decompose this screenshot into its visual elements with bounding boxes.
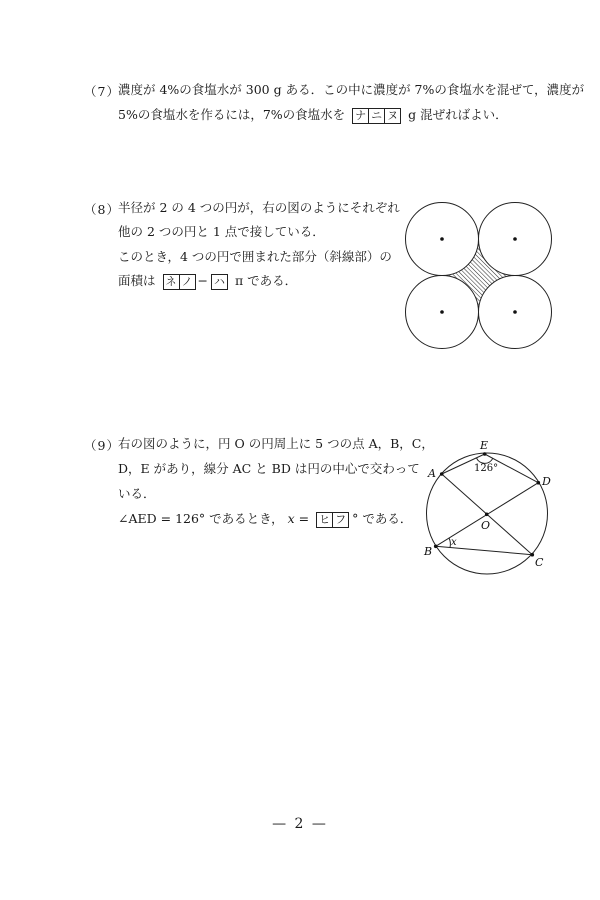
problem-text-line — [118, 107, 508, 124]
problem-text-line: 半径が 2 の 4 つの円が，右の図のようにそれぞれ — [118, 200, 400, 215]
problem-text-line: D，E があり，線分 AC と BD は円の中心で交わって — [118, 461, 420, 476]
minus-sign: − — [197, 273, 208, 288]
answer-cell: ニ — [368, 109, 384, 123]
x-equals: x = — [287, 511, 310, 526]
problem-text: π である． — [234, 273, 298, 288]
problem-text-line: 他の 2 つの円と 1 点で接している． — [118, 224, 325, 239]
problem-text: g 混ぜればよい． — [408, 107, 508, 122]
problem-text-line: 濃度が 4%の食塩水が 300 g ある．この中に濃度が 7%の食塩水を混ぜて，濃度が — [118, 82, 585, 97]
label-o: O — [481, 519, 491, 532]
label-d: D — [542, 475, 551, 488]
answer-box[interactable] — [352, 108, 401, 124]
problem-text-line: 右の図のように，円 O の円周上に 5 つの点 A，B，C， — [118, 436, 434, 451]
circle-figure — [415, 430, 575, 580]
problem-number: （8） — [84, 202, 120, 217]
point-o — [485, 513, 489, 517]
point-b — [434, 545, 438, 549]
answer-cell: ノ — [179, 275, 195, 289]
problem-text-line: いる． — [118, 486, 156, 501]
point-c — [531, 553, 535, 557]
label-c: C — [535, 556, 544, 569]
answer-box[interactable] — [163, 274, 196, 290]
label-x: x — [451, 537, 457, 548]
problem-number: （7） — [84, 84, 120, 99]
answer-cell: ヒ — [319, 512, 331, 526]
label-b: B — [424, 545, 433, 558]
point-d — [537, 481, 541, 485]
answer-box[interactable] — [316, 512, 349, 528]
problem-text: 5%の食塩水を作るには，7%の食塩水を — [118, 107, 346, 122]
center-dot — [440, 310, 444, 314]
answer-cell: ネ — [165, 274, 177, 288]
problem-text-line — [118, 511, 412, 528]
angle-label-126: 126° — [474, 463, 499, 474]
problem-text: 面積は — [118, 273, 156, 288]
label-a: A — [428, 467, 436, 480]
center-dot — [513, 237, 517, 241]
problem-text: ° である． — [352, 511, 413, 526]
center-dot — [513, 310, 517, 314]
problem-text: ∠AED = 126° であるとき， — [118, 511, 284, 526]
point-e — [483, 452, 487, 456]
answer-box[interactable] — [211, 274, 228, 290]
four-circles-figure — [395, 190, 570, 365]
problem-text-line: このとき，4 つの円で囲まれた部分（斜線部）の — [118, 249, 392, 264]
page-number: — 2 — — [272, 816, 328, 832]
center-dot — [440, 237, 444, 241]
label-e: E — [480, 439, 489, 452]
answer-cell: フ — [332, 513, 348, 527]
problem-number: （9） — [84, 438, 120, 453]
answer-cell: ヌ — [384, 109, 400, 123]
problem-text-line — [118, 273, 297, 290]
answer-cell: ハ — [213, 274, 225, 288]
shaded-region — [442, 239, 515, 312]
answer-cell: ナ — [355, 108, 367, 122]
point-a — [440, 472, 444, 476]
